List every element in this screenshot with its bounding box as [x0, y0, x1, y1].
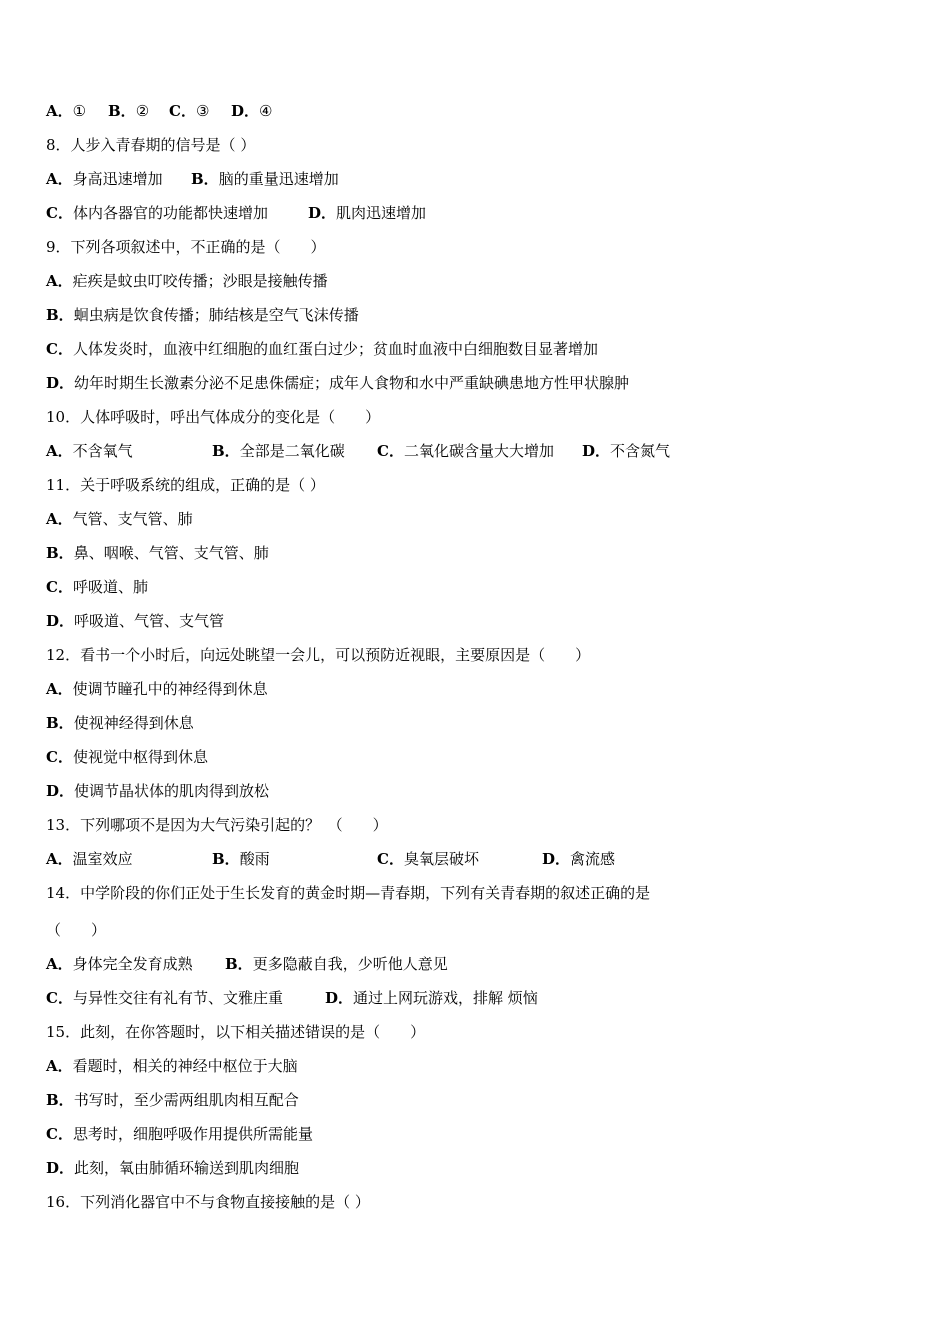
- option-text: 疟疾是蚊虫叮咬传播；沙眼是接触传播: [72, 272, 328, 290]
- option: [46, 954, 193, 974]
- option-text: 使调节晶状体的肌肉得到放松: [74, 782, 270, 800]
- option-letter: A．: [46, 1057, 73, 1075]
- question-14-blank: （ ）: [46, 921, 107, 939]
- option-text: ④: [259, 102, 273, 120]
- option-text: 酸雨: [239, 850, 270, 868]
- option-text: 二氧化碳含量大大增加: [403, 442, 554, 460]
- option: [46, 305, 359, 325]
- option-letter: B．: [46, 306, 74, 324]
- option-text: 臭氧层破坏: [403, 850, 479, 868]
- option-letter: C．: [377, 442, 404, 460]
- option-text: 身体完全发育成熟: [72, 955, 193, 973]
- option-letter: B．: [191, 170, 219, 188]
- option-letter: B．: [108, 102, 136, 120]
- option-text: 幼年时期生长激素分泌不足患侏儒症；成年人食物和水中严重缺碘患地方性甲状腺肿: [74, 374, 630, 392]
- option-text: ②: [135, 102, 150, 120]
- option: [46, 169, 163, 189]
- option-letter: C．: [377, 850, 404, 868]
- option-text: 更多隐蔽自我，少听他人意见: [252, 955, 448, 973]
- option: [542, 849, 615, 869]
- option: [46, 713, 194, 733]
- question-10-stem: 10．人体呼吸时，呼出气体成分的变化是（ ）: [46, 408, 381, 426]
- option: [377, 849, 479, 869]
- option-text: 此刻，氧由肺循环输送到肌肉细胞: [74, 1159, 300, 1177]
- option-text: ③: [195, 102, 210, 120]
- option-text: 温室效应: [72, 850, 133, 868]
- option-text: 禽流感: [570, 850, 616, 868]
- option-text: 思考时，细胞呼吸作用提供所需能量: [72, 1125, 313, 1143]
- option-letter: D．: [46, 374, 75, 392]
- option: [231, 101, 272, 121]
- option-letter: B．: [46, 714, 74, 732]
- option-letter: A．: [46, 442, 73, 460]
- option-letter: D．: [325, 989, 354, 1007]
- question-12-stem: 12．看书一个小时后，向远处眺望一会儿，可以预防近视眼，主要原因是（ ）: [46, 646, 591, 664]
- option-letter: D．: [308, 204, 337, 222]
- option-text: 看题时，相关的神经中枢位于大脑: [72, 1057, 298, 1075]
- option-letter: C．: [46, 989, 73, 1007]
- option: [325, 988, 538, 1008]
- option-letter: B．: [46, 544, 74, 562]
- option: [46, 101, 86, 121]
- question-9-stem: 9．下列各项叙述中，不正确的是（ ）: [46, 238, 326, 256]
- option: [46, 1090, 299, 1110]
- option: [308, 203, 426, 223]
- option-text: 人体发炎时，血液中红细胞的血红蛋白过少；贫血时血液中白细胞数目显著增加: [72, 340, 598, 358]
- option: [377, 441, 554, 461]
- option-text: 脑的重量迅速增加: [218, 170, 339, 188]
- option-text: 蛔虫病是饮食传播；肺结核是空气飞沫传播: [73, 306, 359, 324]
- option-text: 呼吸道、气管、支气管: [74, 612, 225, 630]
- option-letter: A．: [46, 170, 73, 188]
- option-text: 肌肉迅速增加: [336, 204, 427, 222]
- question-8-stem: 8．人步入青春期的信号是（ ）: [46, 136, 256, 154]
- option-text: 使视觉中枢得到休息: [72, 748, 208, 766]
- option-letter: C．: [46, 748, 73, 766]
- option-text: 气管、支气管、肺: [72, 510, 193, 528]
- option-letter: C．: [46, 578, 73, 596]
- option: [46, 373, 629, 393]
- option: [46, 988, 283, 1008]
- option: [46, 679, 268, 699]
- option: [46, 781, 269, 801]
- question-16-stem: 16．下列消化器官中不与食物直接接触的是（ ）: [46, 1193, 370, 1211]
- option-text: 体内各器官的功能都快速增加: [72, 204, 268, 222]
- option-letter: D．: [46, 612, 75, 630]
- option-letter: D．: [582, 442, 611, 460]
- option: [46, 1056, 298, 1076]
- option-letter: A．: [46, 102, 73, 120]
- option-letter: A．: [46, 850, 73, 868]
- option-letter: C．: [46, 1125, 73, 1143]
- question-13-stem: 13．下列哪项不是因为大气污染引起的？ （ ）: [46, 816, 388, 834]
- option-letter: B．: [212, 850, 240, 868]
- question-15-stem: 15．此刻，在你答题时，以下相关描述错误的是（ ）: [46, 1023, 426, 1041]
- option-text: 不含氧气: [72, 442, 133, 460]
- option: [46, 203, 268, 223]
- option-text: 使视神经得到休息: [73, 714, 194, 732]
- question-11-stem: 11．关于呼吸系统的组成，正确的是（ ）: [46, 476, 325, 494]
- option: [108, 101, 149, 121]
- option-text: 书写时，至少需两组肌肉相互配合: [73, 1091, 299, 1109]
- option-letter: D．: [46, 782, 75, 800]
- option: [191, 169, 339, 189]
- option-letter: A．: [46, 955, 73, 973]
- option: [46, 849, 133, 869]
- option: [46, 1158, 299, 1178]
- option-letter: D．: [46, 1159, 75, 1177]
- option-text: 身高迅速增加: [72, 170, 163, 188]
- option-text: 全部是二氧化碳: [239, 442, 345, 460]
- option: [212, 849, 270, 869]
- option-letter: D．: [542, 850, 571, 868]
- option: [46, 339, 598, 359]
- option: [212, 441, 345, 461]
- option: [582, 441, 670, 461]
- option-text: 呼吸道、肺: [72, 578, 148, 596]
- option: [46, 611, 224, 631]
- option-letter: C．: [46, 204, 73, 222]
- question-14-stem: 14．中学阶段的你们正处于生长发育的黄金时期—青春期，下列有关青春期的叙述正确的是: [46, 884, 651, 902]
- option-letter: A．: [46, 272, 73, 290]
- option-letter: C．: [46, 340, 73, 358]
- option-letter: D．: [231, 102, 260, 120]
- option: [225, 954, 448, 974]
- option-text: 通过上网玩游戏，排解 烦恼: [353, 989, 538, 1007]
- option-letter: B．: [225, 955, 253, 973]
- option-letter: C．: [169, 102, 196, 120]
- option-text: 使调节瞳孔中的神经得到休息: [72, 680, 268, 698]
- option-text: 不含氮气: [610, 442, 671, 460]
- option-letter: B．: [212, 442, 240, 460]
- option-text: 与异性交往有礼有节、文雅庄重: [72, 989, 283, 1007]
- option: [46, 441, 133, 461]
- option-text: ①: [72, 102, 87, 120]
- option-letter: A．: [46, 510, 73, 528]
- option-letter: B．: [46, 1091, 74, 1109]
- option: [46, 271, 328, 291]
- option: [46, 543, 269, 563]
- option: [46, 747, 208, 767]
- option: [46, 509, 193, 529]
- option-text: 鼻、咽喉、气管、支气管、肺: [73, 544, 269, 562]
- option: [46, 577, 148, 597]
- option: [46, 1124, 313, 1144]
- option-letter: A．: [46, 680, 73, 698]
- option: [169, 101, 209, 121]
